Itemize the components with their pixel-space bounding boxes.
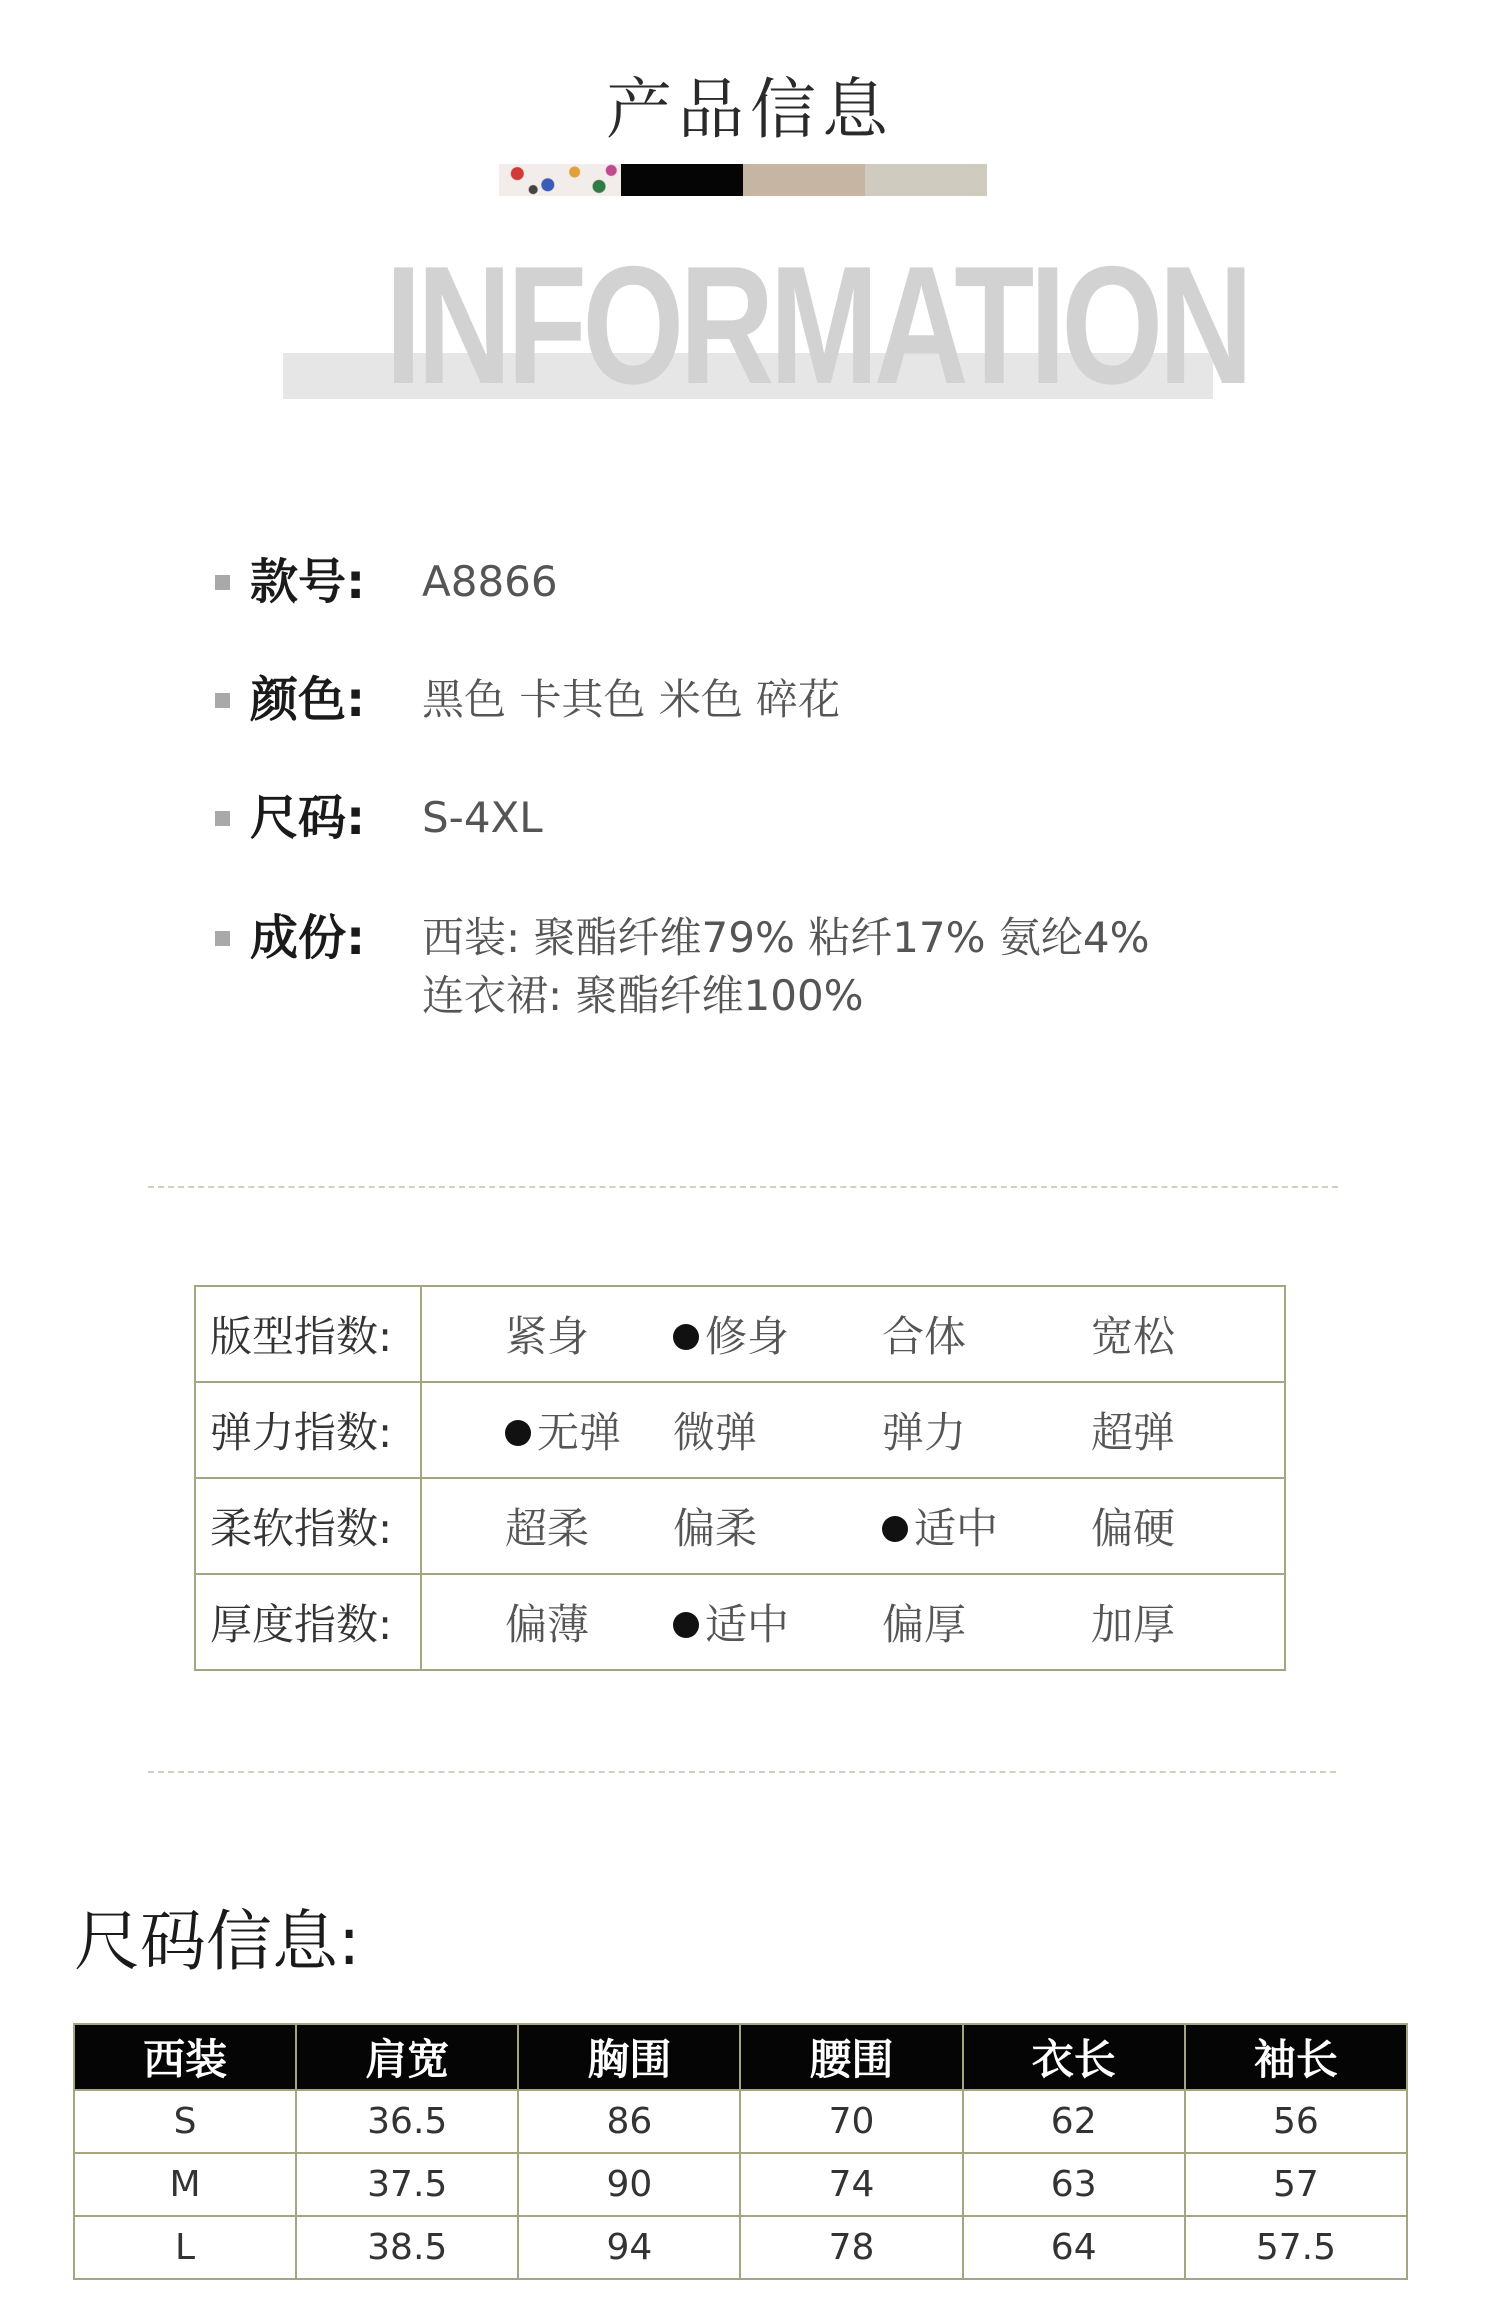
table-cell: 74	[740, 2153, 962, 2216]
bullet-icon	[215, 811, 230, 826]
index-option-label: 修身	[705, 1312, 790, 1361]
table-cell: 63	[963, 2153, 1185, 2216]
index-options	[421, 1382, 1285, 1478]
index-row	[195, 1574, 1285, 1670]
index-label: 弹力指数:	[195, 1382, 421, 1478]
index-option	[1091, 1592, 1175, 1652]
beige-swatch	[865, 164, 987, 196]
index-option-label: 超弹	[1091, 1408, 1176, 1457]
spec-value: 黑色 卡其色 米色 碎花	[422, 675, 841, 724]
spec-label: 成份:	[250, 910, 366, 966]
table-cell: 78	[740, 2216, 962, 2279]
size-table-header-cell: 胸围	[518, 2024, 740, 2090]
index-option	[882, 1592, 966, 1652]
size-table-header-cell: 西装	[74, 2024, 296, 2090]
table-cell: 90	[518, 2153, 740, 2216]
spec-style-no	[215, 548, 558, 616]
table-cell: 57.5	[1185, 2216, 1407, 2279]
bullet-icon	[215, 931, 230, 946]
table-cell: 56	[1185, 2090, 1407, 2153]
index-option-label: 无弹	[537, 1408, 622, 1457]
index-options	[421, 1574, 1285, 1670]
table-cell: 86	[518, 2090, 740, 2153]
table-cell: L	[74, 2216, 296, 2279]
index-option-label: 偏薄	[505, 1600, 590, 1649]
index-option	[505, 1400, 621, 1460]
index-option-label: 偏硬	[1091, 1504, 1176, 1553]
table-cell: M	[74, 2153, 296, 2216]
size-info-title: 尺码信息:	[74, 1903, 361, 1980]
bullet-icon	[215, 575, 230, 590]
composition-line-1: 西装: 聚酯纤维79% 粘纤17% 氨纶4%	[422, 913, 1150, 962]
index-row	[195, 1478, 1285, 1574]
divider-top	[148, 1186, 1338, 1188]
index-option	[882, 1496, 998, 1556]
index-option	[1091, 1304, 1175, 1364]
spec-value: A8866	[422, 557, 558, 606]
index-option-label: 适中	[705, 1600, 790, 1649]
index-option-label: 紧身	[505, 1312, 590, 1361]
page-title: 产品信息	[606, 71, 894, 148]
table-row	[74, 2153, 1407, 2216]
index-option	[1091, 1496, 1175, 1556]
index-options	[421, 1478, 1285, 1574]
spec-label: 颜色:	[250, 672, 366, 728]
table-cell: 36.5	[296, 2090, 518, 2153]
index-option-label: 适中	[914, 1504, 999, 1553]
index-label: 厚度指数:	[195, 1574, 421, 1670]
spec-color	[215, 666, 840, 734]
spec-value	[422, 904, 1150, 1025]
table-cell: 57	[1185, 2153, 1407, 2216]
index-option	[882, 1400, 966, 1460]
selected-dot-icon	[882, 1516, 908, 1542]
index-option-label: 弹力	[882, 1408, 967, 1457]
size-table-header-cell: 肩宽	[296, 2024, 518, 2090]
banner-word: INFORMATION	[385, 231, 1249, 419]
index-option	[505, 1592, 589, 1652]
index-option-label: 合体	[882, 1312, 967, 1361]
index-option-label: 微弹	[673, 1408, 758, 1457]
black-swatch	[621, 164, 743, 196]
index-option-label: 偏柔	[673, 1504, 758, 1553]
divider-bottom	[148, 1771, 1336, 1773]
size-table-header-cell: 衣长	[963, 2024, 1185, 2090]
table-cell: 70	[740, 2090, 962, 2153]
index-option-label: 超柔	[505, 1504, 590, 1553]
information-banner	[283, 231, 1249, 419]
spec-label: 款号:	[250, 554, 366, 610]
spec-size	[215, 784, 543, 852]
size-table-header-cell: 袖长	[1185, 2024, 1407, 2090]
table-cell: 38.5	[296, 2216, 518, 2279]
size-table-header	[74, 2024, 1407, 2090]
table-row	[74, 2216, 1407, 2279]
khaki-swatch	[743, 164, 865, 196]
index-option	[673, 1496, 757, 1556]
index-options	[421, 1286, 1285, 1382]
table-cell: 94	[518, 2216, 740, 2279]
index-table	[194, 1285, 1286, 1671]
selected-dot-icon	[673, 1612, 699, 1638]
color-swatch-bar	[499, 164, 987, 196]
index-row	[195, 1286, 1285, 1382]
index-option	[673, 1400, 757, 1460]
index-option-label: 偏厚	[882, 1600, 967, 1649]
spec-value: S-4XL	[422, 793, 543, 842]
index-option	[673, 1304, 789, 1364]
table-cell: 64	[963, 2216, 1185, 2279]
table-cell: S	[74, 2090, 296, 2153]
index-option-label: 宽松	[1091, 1312, 1176, 1361]
index-label: 版型指数:	[195, 1286, 421, 1382]
index-option-label: 加厚	[1091, 1600, 1176, 1649]
index-label: 柔软指数:	[195, 1478, 421, 1574]
spec-label: 尺码:	[250, 790, 366, 846]
selected-dot-icon	[505, 1420, 531, 1446]
index-option	[505, 1496, 589, 1556]
table-cell: 37.5	[296, 2153, 518, 2216]
index-option	[673, 1592, 789, 1652]
index-row	[195, 1382, 1285, 1478]
size-table	[73, 2023, 1408, 2280]
table-cell: 62	[963, 2090, 1185, 2153]
bullet-icon	[215, 693, 230, 708]
spec-composition	[215, 904, 1150, 1025]
selected-dot-icon	[673, 1324, 699, 1350]
floral-swatch	[499, 164, 621, 196]
index-option	[882, 1304, 966, 1364]
size-table-header-cell: 腰围	[740, 2024, 962, 2090]
table-row	[74, 2090, 1407, 2153]
composition-line-2: 连衣裙: 聚酯纤维100%	[422, 971, 864, 1020]
index-option	[1091, 1400, 1175, 1460]
index-option	[505, 1304, 589, 1364]
